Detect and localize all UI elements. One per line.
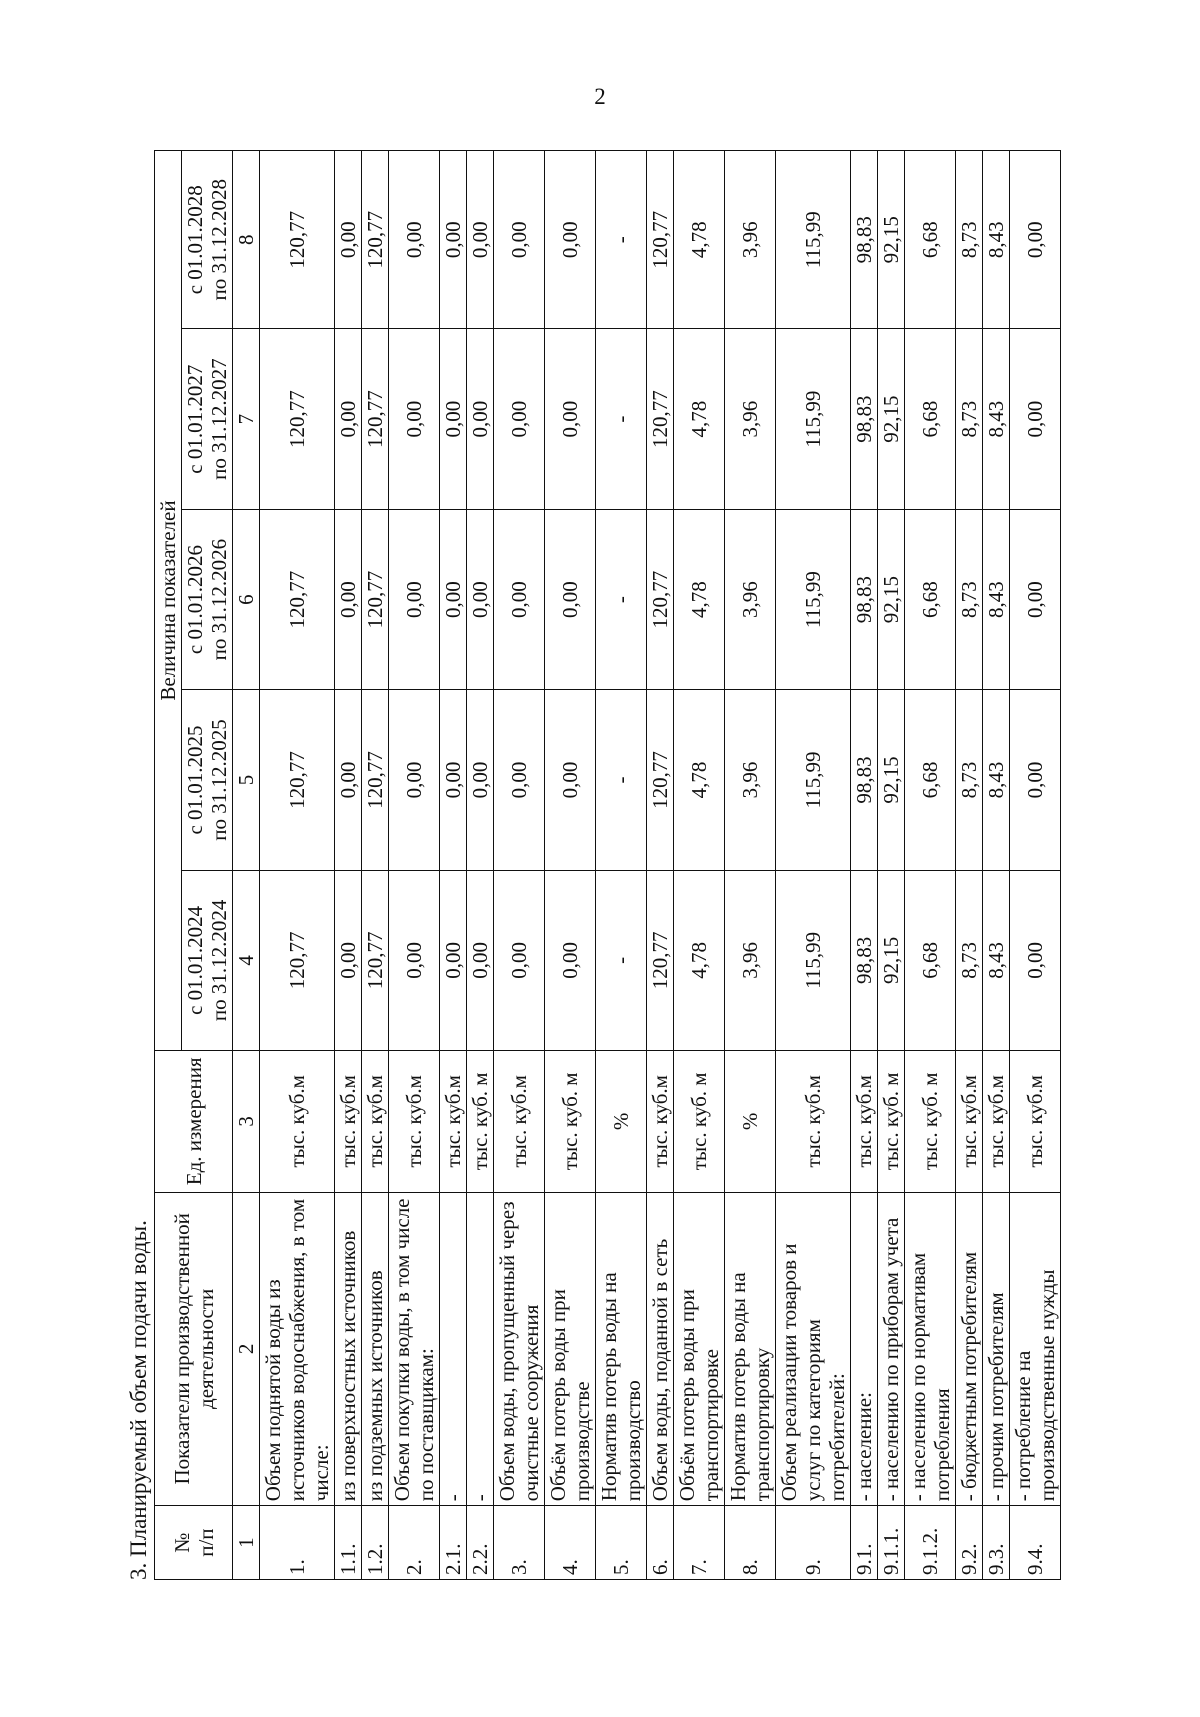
row-value: 0,00 — [440, 870, 467, 1050]
row-unit: тыс. куб.м — [494, 1051, 545, 1192]
table-row — [983, 151, 1010, 1580]
row-indicator: Объем покупки воды, в том числе по поставщикам: — [389, 1192, 440, 1506]
row-number: 9.3. — [983, 1506, 1010, 1580]
row-indicator: - — [467, 1192, 494, 1506]
table-row — [725, 151, 776, 1580]
row-value: 8,73 — [956, 151, 983, 329]
row-value: 120,77 — [362, 690, 389, 870]
column-number: 3 — [233, 1051, 260, 1192]
row-value: 3,96 — [725, 329, 776, 509]
column-number: 2 — [233, 1192, 260, 1506]
row-value: 8,43 — [983, 329, 1010, 509]
row-value: 0,00 — [494, 509, 545, 689]
row-value: 3,96 — [725, 870, 776, 1050]
row-value: 0,00 — [389, 151, 440, 329]
row-value: 0,00 — [1010, 509, 1061, 689]
row-indicator: - прочим потребителям — [983, 1192, 1010, 1506]
row-value: 98,83 — [851, 151, 878, 329]
row-value: 0,00 — [494, 151, 545, 329]
row-number: 2. — [389, 1506, 440, 1580]
column-number: 6 — [233, 509, 260, 689]
column-number: 5 — [233, 690, 260, 870]
row-value: 98,83 — [851, 329, 878, 509]
row-value: 4,78 — [674, 329, 725, 509]
row-value: 0,00 — [467, 151, 494, 329]
row-indicator: - население: — [851, 1192, 878, 1506]
row-value: 120,77 — [260, 509, 335, 689]
header-indicator: Показатели производственной деятельности — [155, 1192, 233, 1506]
row-value: 120,77 — [260, 870, 335, 1050]
row-value: 0,00 — [335, 690, 362, 870]
row-number: 6. — [647, 1506, 674, 1580]
row-value: 8,73 — [956, 509, 983, 689]
row-value: 0,00 — [389, 329, 440, 509]
row-indicator: из подземных источников — [362, 1192, 389, 1506]
row-indicator: Объём потерь воды при транспортировке — [674, 1192, 725, 1506]
table-body — [233, 151, 1061, 1580]
row-value: 0,00 — [389, 690, 440, 870]
table-row — [1010, 151, 1061, 1580]
header-period: с 01.01.2025 по 31.12.2025 — [182, 690, 233, 870]
header-period: с 01.01.2028 по 31.12.2028 — [182, 151, 233, 329]
row-value: 6,68 — [905, 151, 956, 329]
row-unit: тыс. куб.м — [647, 1051, 674, 1192]
row-indicator: Объём потерь воды при производстве — [545, 1192, 596, 1506]
row-unit: тыс. куб.м — [983, 1051, 1010, 1192]
column-number: 4 — [233, 870, 260, 1050]
row-number: 9.1.1. — [878, 1506, 905, 1580]
table-row — [389, 151, 440, 1580]
row-number: 9. — [776, 1506, 851, 1580]
row-value: 0,00 — [545, 329, 596, 509]
row-number: 9.2. — [956, 1506, 983, 1580]
row-unit: тыс. куб. м — [467, 1051, 494, 1192]
row-value: 115,99 — [776, 509, 851, 689]
row-value: 0,00 — [440, 329, 467, 509]
row-value: - — [596, 690, 647, 870]
row-value: 0,00 — [545, 870, 596, 1050]
row-value: 8,43 — [983, 509, 1010, 689]
row-value: 0,00 — [440, 690, 467, 870]
row-number: 1. — [260, 1506, 335, 1580]
row-value: - — [596, 151, 647, 329]
header-period: с 01.01.2026 по 31.12.2026 — [182, 509, 233, 689]
row-indicator: Объем поднятой воды из источников водоснабжения, в том числе: — [260, 1192, 335, 1506]
header-period: с 01.01.2027 по 31.12.2027 — [182, 329, 233, 509]
page-number: 2 — [594, 84, 606, 109]
row-unit: % — [596, 1051, 647, 1192]
row-number: 5. — [596, 1506, 647, 1580]
header-unit: Ед. измерения — [155, 1051, 233, 1192]
row-value: 0,00 — [545, 509, 596, 689]
row-unit: тыс. куб. м — [878, 1051, 905, 1192]
row-indicator: - бюджетным потребителям — [956, 1192, 983, 1506]
row-value: 120,77 — [647, 509, 674, 689]
row-number: 2.2. — [467, 1506, 494, 1580]
row-value: 0,00 — [1010, 329, 1061, 509]
table-row — [362, 151, 389, 1580]
row-value: 0,00 — [494, 870, 545, 1050]
header-no: № п/п — [155, 1506, 233, 1580]
row-value: 4,78 — [674, 690, 725, 870]
row-value: 6,68 — [905, 329, 956, 509]
row-unit: тыс. куб. м — [545, 1051, 596, 1192]
row-value: 92,15 — [878, 690, 905, 870]
row-value: 120,77 — [647, 151, 674, 329]
row-unit: тыс. куб.м — [776, 1051, 851, 1192]
row-value: 120,77 — [647, 870, 674, 1050]
row-value: 120,77 — [362, 509, 389, 689]
row-value: 0,00 — [494, 690, 545, 870]
row-unit: тыс. куб.м — [851, 1051, 878, 1192]
row-value: 6,68 — [905, 870, 956, 1050]
table-row — [905, 151, 956, 1580]
column-number-row — [233, 151, 260, 1580]
row-value: 120,77 — [647, 329, 674, 509]
row-value: 0,00 — [440, 151, 467, 329]
row-value: 120,77 — [260, 329, 335, 509]
row-value: 0,00 — [1010, 690, 1061, 870]
row-number: 9.1.2. — [905, 1506, 956, 1580]
row-number: 3. — [494, 1506, 545, 1580]
table-row — [440, 151, 467, 1580]
row-unit: тыс. куб.м — [362, 1051, 389, 1192]
row-value: 120,77 — [362, 151, 389, 329]
row-value: 3,96 — [725, 509, 776, 689]
row-value: 0,00 — [335, 151, 362, 329]
row-value: 3,96 — [725, 151, 776, 329]
table-row — [494, 151, 545, 1580]
row-indicator: - — [440, 1192, 467, 1506]
header-row-1 — [155, 151, 182, 1580]
row-number: 9.1. — [851, 1506, 878, 1580]
row-value: 120,77 — [362, 329, 389, 509]
row-value: 4,78 — [674, 870, 725, 1050]
table-caption: 3. Планируемый объем подачи воды. — [126, 1220, 151, 1580]
row-unit: тыс. куб.м — [335, 1051, 362, 1192]
table-row — [851, 151, 878, 1580]
row-indicator: - потребление на производственные нужды — [1010, 1192, 1061, 1506]
water-supply-table — [154, 150, 1061, 1580]
table-row — [467, 151, 494, 1580]
row-value: 115,99 — [776, 151, 851, 329]
row-value: 92,15 — [878, 870, 905, 1050]
row-unit: тыс. куб.м — [1010, 1051, 1061, 1192]
row-value: 4,78 — [674, 151, 725, 329]
row-value: 120,77 — [260, 690, 335, 870]
row-number: 2.1. — [440, 1506, 467, 1580]
row-number: 1.1. — [335, 1506, 362, 1580]
row-value: 3,96 — [725, 690, 776, 870]
row-value: 0,00 — [467, 870, 494, 1050]
row-unit: тыс. куб. м — [674, 1051, 725, 1192]
row-value: 8,43 — [983, 870, 1010, 1050]
row-indicator: Норматив потерь воды на транспортировку — [725, 1192, 776, 1506]
row-value: 98,83 — [851, 870, 878, 1050]
row-value: - — [596, 329, 647, 509]
row-value: 92,15 — [878, 509, 905, 689]
row-value: 0,00 — [389, 870, 440, 1050]
row-value: 0,00 — [467, 509, 494, 689]
row-value: 8,43 — [983, 690, 1010, 870]
header-period: с 01.01.2024 по 31.12.2024 — [182, 870, 233, 1050]
row-value: 0,00 — [440, 509, 467, 689]
row-value: 0,00 — [335, 870, 362, 1050]
column-number: 1 — [233, 1506, 260, 1580]
table-row — [674, 151, 725, 1580]
row-value: 0,00 — [494, 329, 545, 509]
rotated-content — [118, 20, 1200, 1580]
row-value: 115,99 — [776, 690, 851, 870]
row-indicator: Объем воды, пропущенный через очистные сооружения — [494, 1192, 545, 1506]
row-value: 120,77 — [362, 870, 389, 1050]
row-value: 8,43 — [983, 151, 1010, 329]
table-row — [956, 151, 983, 1580]
row-value: 0,00 — [545, 690, 596, 870]
row-value: 6,68 — [905, 509, 956, 689]
column-number: 8 — [233, 151, 260, 329]
row-number: 1.2. — [362, 1506, 389, 1580]
table-row — [878, 151, 905, 1580]
row-value: 92,15 — [878, 329, 905, 509]
row-value: 6,68 — [905, 690, 956, 870]
table-row — [647, 151, 674, 1580]
row-value: 0,00 — [335, 329, 362, 509]
row-value: 115,99 — [776, 329, 851, 509]
row-indicator: Объем воды, поданной в сеть — [647, 1192, 674, 1506]
row-indicator: из поверхностных источников — [335, 1192, 362, 1506]
row-number: 8. — [725, 1506, 776, 1580]
header-values-group: Величина показателей — [155, 151, 182, 1051]
row-unit: тыс. куб.м — [956, 1051, 983, 1192]
row-value: 0,00 — [467, 329, 494, 509]
row-value: - — [596, 509, 647, 689]
row-number: 4. — [545, 1506, 596, 1580]
row-value: 120,77 — [260, 151, 335, 329]
row-unit: тыс. куб.м — [260, 1051, 335, 1192]
row-value: 0,00 — [335, 509, 362, 689]
row-value: 8,73 — [956, 329, 983, 509]
row-value: 0,00 — [1010, 870, 1061, 1050]
row-unit: тыс. куб. м — [905, 1051, 956, 1192]
row-value: 115,99 — [776, 870, 851, 1050]
table-row — [596, 151, 647, 1580]
row-value: 120,77 — [647, 690, 674, 870]
row-unit: тыс. куб.м — [389, 1051, 440, 1192]
row-value: 0,00 — [389, 509, 440, 689]
column-number: 7 — [233, 329, 260, 509]
table-row — [545, 151, 596, 1580]
row-value: 92,15 — [878, 151, 905, 329]
row-value: 4,78 — [674, 509, 725, 689]
row-indicator: - населению по нормативам потребления — [905, 1192, 956, 1506]
row-value: 8,73 — [956, 690, 983, 870]
row-value: - — [596, 870, 647, 1050]
row-indicator: - населению по приборам учета — [878, 1192, 905, 1506]
row-value: 98,83 — [851, 509, 878, 689]
table-row — [776, 151, 851, 1580]
row-indicator: Объем реализации товаров и услуг по категориям потребителей: — [776, 1192, 851, 1506]
row-number: 9.4. — [1010, 1506, 1061, 1580]
table-row — [260, 151, 335, 1580]
row-unit: тыс. куб.м — [440, 1051, 467, 1192]
row-indicator: Норматив потерь воды на производство — [596, 1192, 647, 1506]
row-value: 0,00 — [467, 690, 494, 870]
row-value: 8,73 — [956, 870, 983, 1050]
row-number: 7. — [674, 1506, 725, 1580]
row-unit: % — [725, 1051, 776, 1192]
table-row — [335, 151, 362, 1580]
row-value: 0,00 — [1010, 151, 1061, 329]
row-value: 0,00 — [545, 151, 596, 329]
row-value: 98,83 — [851, 690, 878, 870]
